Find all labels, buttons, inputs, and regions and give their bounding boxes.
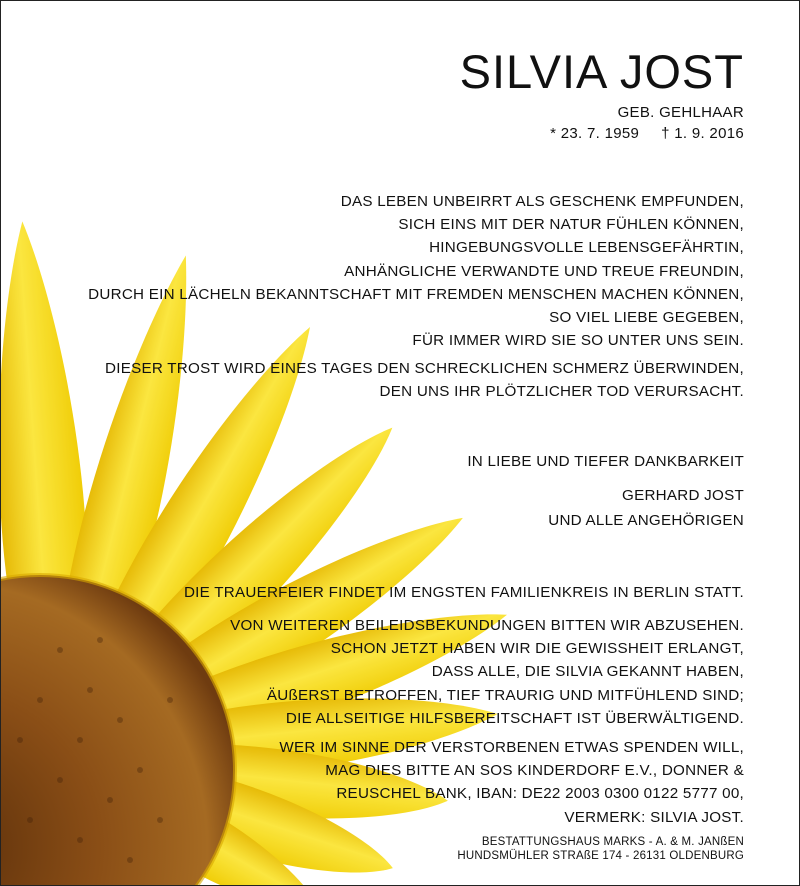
poem-line: HINGEBUNGSVOLLE LEBENSGEFÄHRTIN, <box>429 239 744 257</box>
deceased-name: SILVIA JOST <box>459 45 744 98</box>
funeral-home-address: HUNDSMÜHLER STRAßE 174 - 26131 OLDENBURG <box>457 850 744 862</box>
comfort-line: DIESER TROST WIRD EINES TAGES DEN SCHRECKLICHEN SCHMERZ ÜBERWINDEN, <box>105 360 744 377</box>
funeral-note: DIE TRAUERFEIER FINDET IM ENGSTEN FAMILIENKREIS IN BERLIN STATT. <box>183 584 744 601</box>
poem-line: FÜR IMMER WIRD SIE SO UNTER UNS SEIN. <box>412 332 744 350</box>
comfort-line: DEN UNS IHR PLÖTZLICHER TOD VERURSACHT. <box>379 383 744 401</box>
donation-line: REUSCHEL BANK, IBAN: DE22 2003 0300 0122 5777 00, <box>336 785 744 803</box>
gratitude-line: IN LIEBE UND TIEFER DANKBARKEIT <box>467 453 744 470</box>
death-date: † 1. 9. 2016 <box>661 125 744 142</box>
condolence-text <box>230 614 744 730</box>
birth-date: * 23. 7. 1959 <box>550 125 640 142</box>
poem-line: SICH EINS MIT DER NATUR FÜHLEN KÖNNEN, <box>398 216 744 234</box>
funeral-home <box>457 835 744 863</box>
donation-line: VERMERK: SILVIA JOST. <box>564 808 744 826</box>
condolence-line: VON WEITEREN BEILEIDSBEKUNDUNGEN BITTEN WIR ABZUSEHEN. <box>230 617 744 634</box>
funeral-home-name: BESTATTUNGSHAUS MARKS - A. & M. JANßEN <box>481 836 744 848</box>
mourner-line: GERHARD JOST <box>622 487 744 504</box>
condolence-line: ÄUßERST BETROFFEN, TIEF TRAURIG UND MITFÜHLEND SIND; <box>266 686 744 704</box>
donation-text <box>279 736 744 829</box>
poem-line: DURCH EIN LÄCHELN BEKANNTSCHAFT MIT FREMDEN MENSCHEN MACHEN KÖNNEN, <box>88 285 744 303</box>
condolence-line: SCHON JETZT HABEN WIR DIE GEWISSHEIT ERLANGT, <box>330 640 744 658</box>
donation-line: MAG DIES BITTE AN SOS KINDERDORF E.V., DONNER & <box>325 762 744 780</box>
birth-name: GEB. GEHLHAAR <box>617 104 744 121</box>
poem <box>88 190 744 352</box>
poem-line: SO VIEL LIEBE GEGEBEN, <box>549 309 744 327</box>
poem-line: DAS LEBEN UNBEIRRT ALS GESCHENK EMPFUNDEN, <box>340 193 744 210</box>
life-dates <box>550 125 744 142</box>
condolence-line: DIE ALLSEITIGE HILFSBEREITSCHAFT IST ÜBERWÄLTIGEND. <box>285 709 744 727</box>
mourners <box>548 483 744 533</box>
condolence-line: DASS ALLE, DIE SILVIA GEKANNT HABEN, <box>431 663 744 681</box>
comfort-text <box>105 357 744 403</box>
poem-line: ANHÄNGLICHE VERWANDTE UND TREUE FREUNDIN, <box>344 262 744 280</box>
donation-line: WER IM SINNE DER VERSTORBENEN ETWAS SPENDEN WILL, <box>279 739 744 756</box>
mourner-line: UND ALLE ANGEHÖRIGEN <box>548 512 744 529</box>
